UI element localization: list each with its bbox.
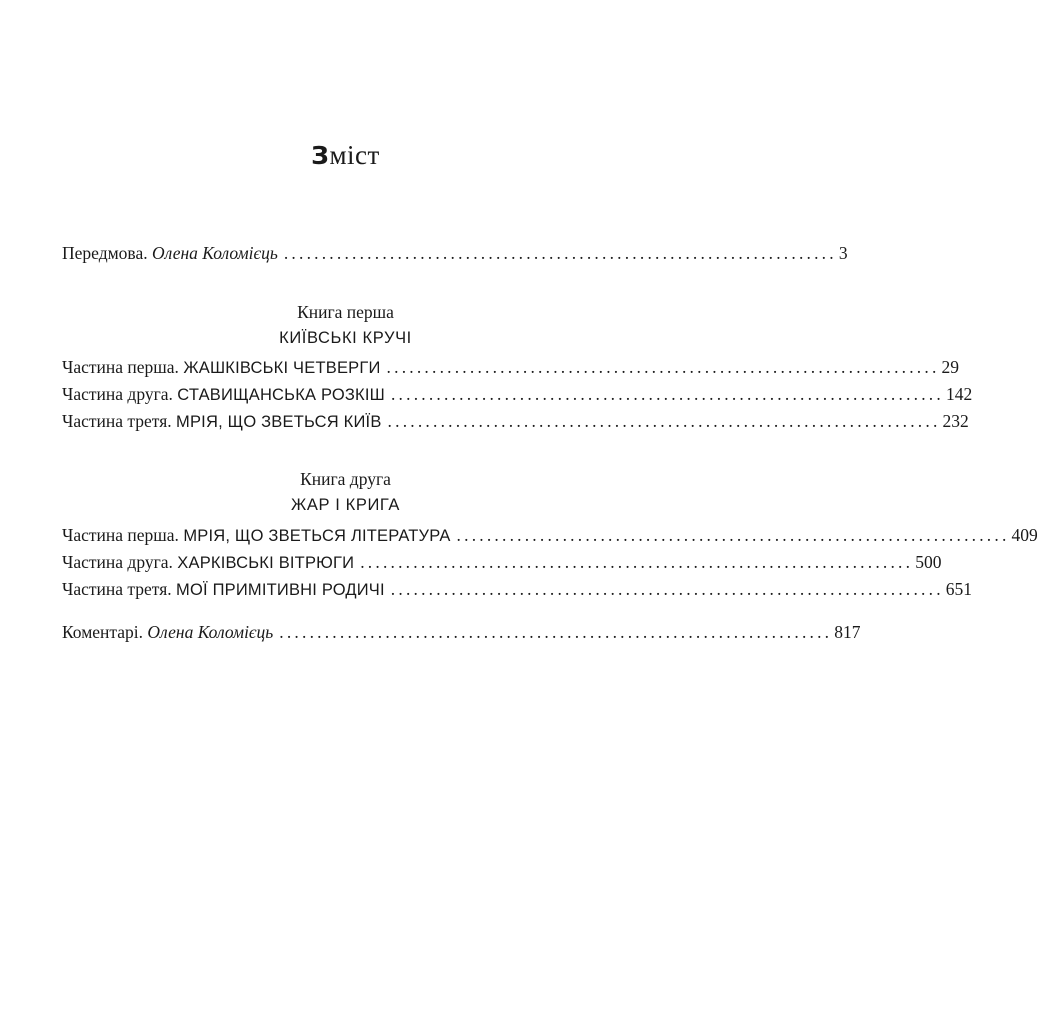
book-label: Книга друга <box>300 469 391 489</box>
toc-entry[interactable] <box>62 411 969 438</box>
part-title: МРІЯ, ЩО ЗВЕТЬСЯ КИЇВ <box>176 413 382 431</box>
part-title: ЖАШКІВСЬКІ ЧЕТВЕРГИ <box>183 359 381 377</box>
entry-label: Коментарі. <box>62 622 144 642</box>
book-one-heading <box>0 299 691 351</box>
toc-entry[interactable] <box>62 579 973 606</box>
toc-intro <box>62 243 848 270</box>
toc-commentary <box>62 622 861 649</box>
page-number: 500 <box>915 552 942 572</box>
part-prefix: Частина третя. <box>62 411 172 431</box>
book-name: КИЇВСЬКІ КРУЧІ <box>279 329 412 347</box>
book-one-parts <box>62 357 973 438</box>
toc-entry[interactable] <box>62 525 1038 552</box>
part-title: МРІЯ, ЩО ЗВЕТЬСЯ ЛІТЕРАТУРА <box>183 527 451 545</box>
title-rest: міст <box>329 140 380 170</box>
part-title: ХАРКІВСЬКІ ВІТРЮГИ <box>177 554 355 572</box>
dot-leader: ......................................................................... <box>283 243 837 263</box>
book-two-parts <box>62 525 1038 606</box>
book-label: Книга перша <box>297 302 394 322</box>
page-number: 3 <box>838 243 848 263</box>
page-number: 817 <box>834 622 861 642</box>
part-prefix: Частина друга. <box>62 384 173 404</box>
dot-leader: ......................................................................... <box>279 622 833 642</box>
toc-entry[interactable] <box>62 552 942 579</box>
entry-label: Передмова. <box>62 243 148 263</box>
page-number: 232 <box>942 411 969 431</box>
part-prefix: Частина перша. <box>62 525 179 545</box>
dot-leader: ......................................................................... <box>360 552 914 572</box>
page-number: 142 <box>945 384 973 404</box>
dot-leader: ......................................................................... <box>456 525 1010 545</box>
part-title: СТАВИЩАНСЬКА РОЗКІШ <box>177 386 385 404</box>
toc-entry-intro[interactable] <box>62 243 848 270</box>
entry-author: Олена Коломієць <box>151 243 278 263</box>
dot-leader: ......................................................................... <box>390 384 944 404</box>
title-initial: З <box>311 141 330 170</box>
toc-entry[interactable] <box>62 384 973 411</box>
toc-entry[interactable] <box>62 357 960 384</box>
toc-entry-commentary[interactable] <box>62 622 861 649</box>
page-title <box>0 140 691 171</box>
dot-leader: ......................................................................... <box>387 411 941 431</box>
book-two-heading <box>0 466 691 518</box>
part-prefix: Частина перша. <box>62 357 179 377</box>
part-prefix: Частина друга. <box>62 552 173 572</box>
page-number: 651 <box>945 579 973 599</box>
dot-leader: ......................................................................... <box>386 357 940 377</box>
book-name: ЖАР І КРИГА <box>291 496 400 514</box>
dot-leader: ......................................................................... <box>390 579 944 599</box>
part-prefix: Частина третя. <box>62 579 172 599</box>
entry-author: Олена Коломієць <box>147 622 274 642</box>
page-number: 29 <box>941 357 960 377</box>
part-title: МОЇ ПРИМІТИВНІ РОДИЧІ <box>176 581 385 599</box>
page-number: 409 <box>1011 525 1038 545</box>
